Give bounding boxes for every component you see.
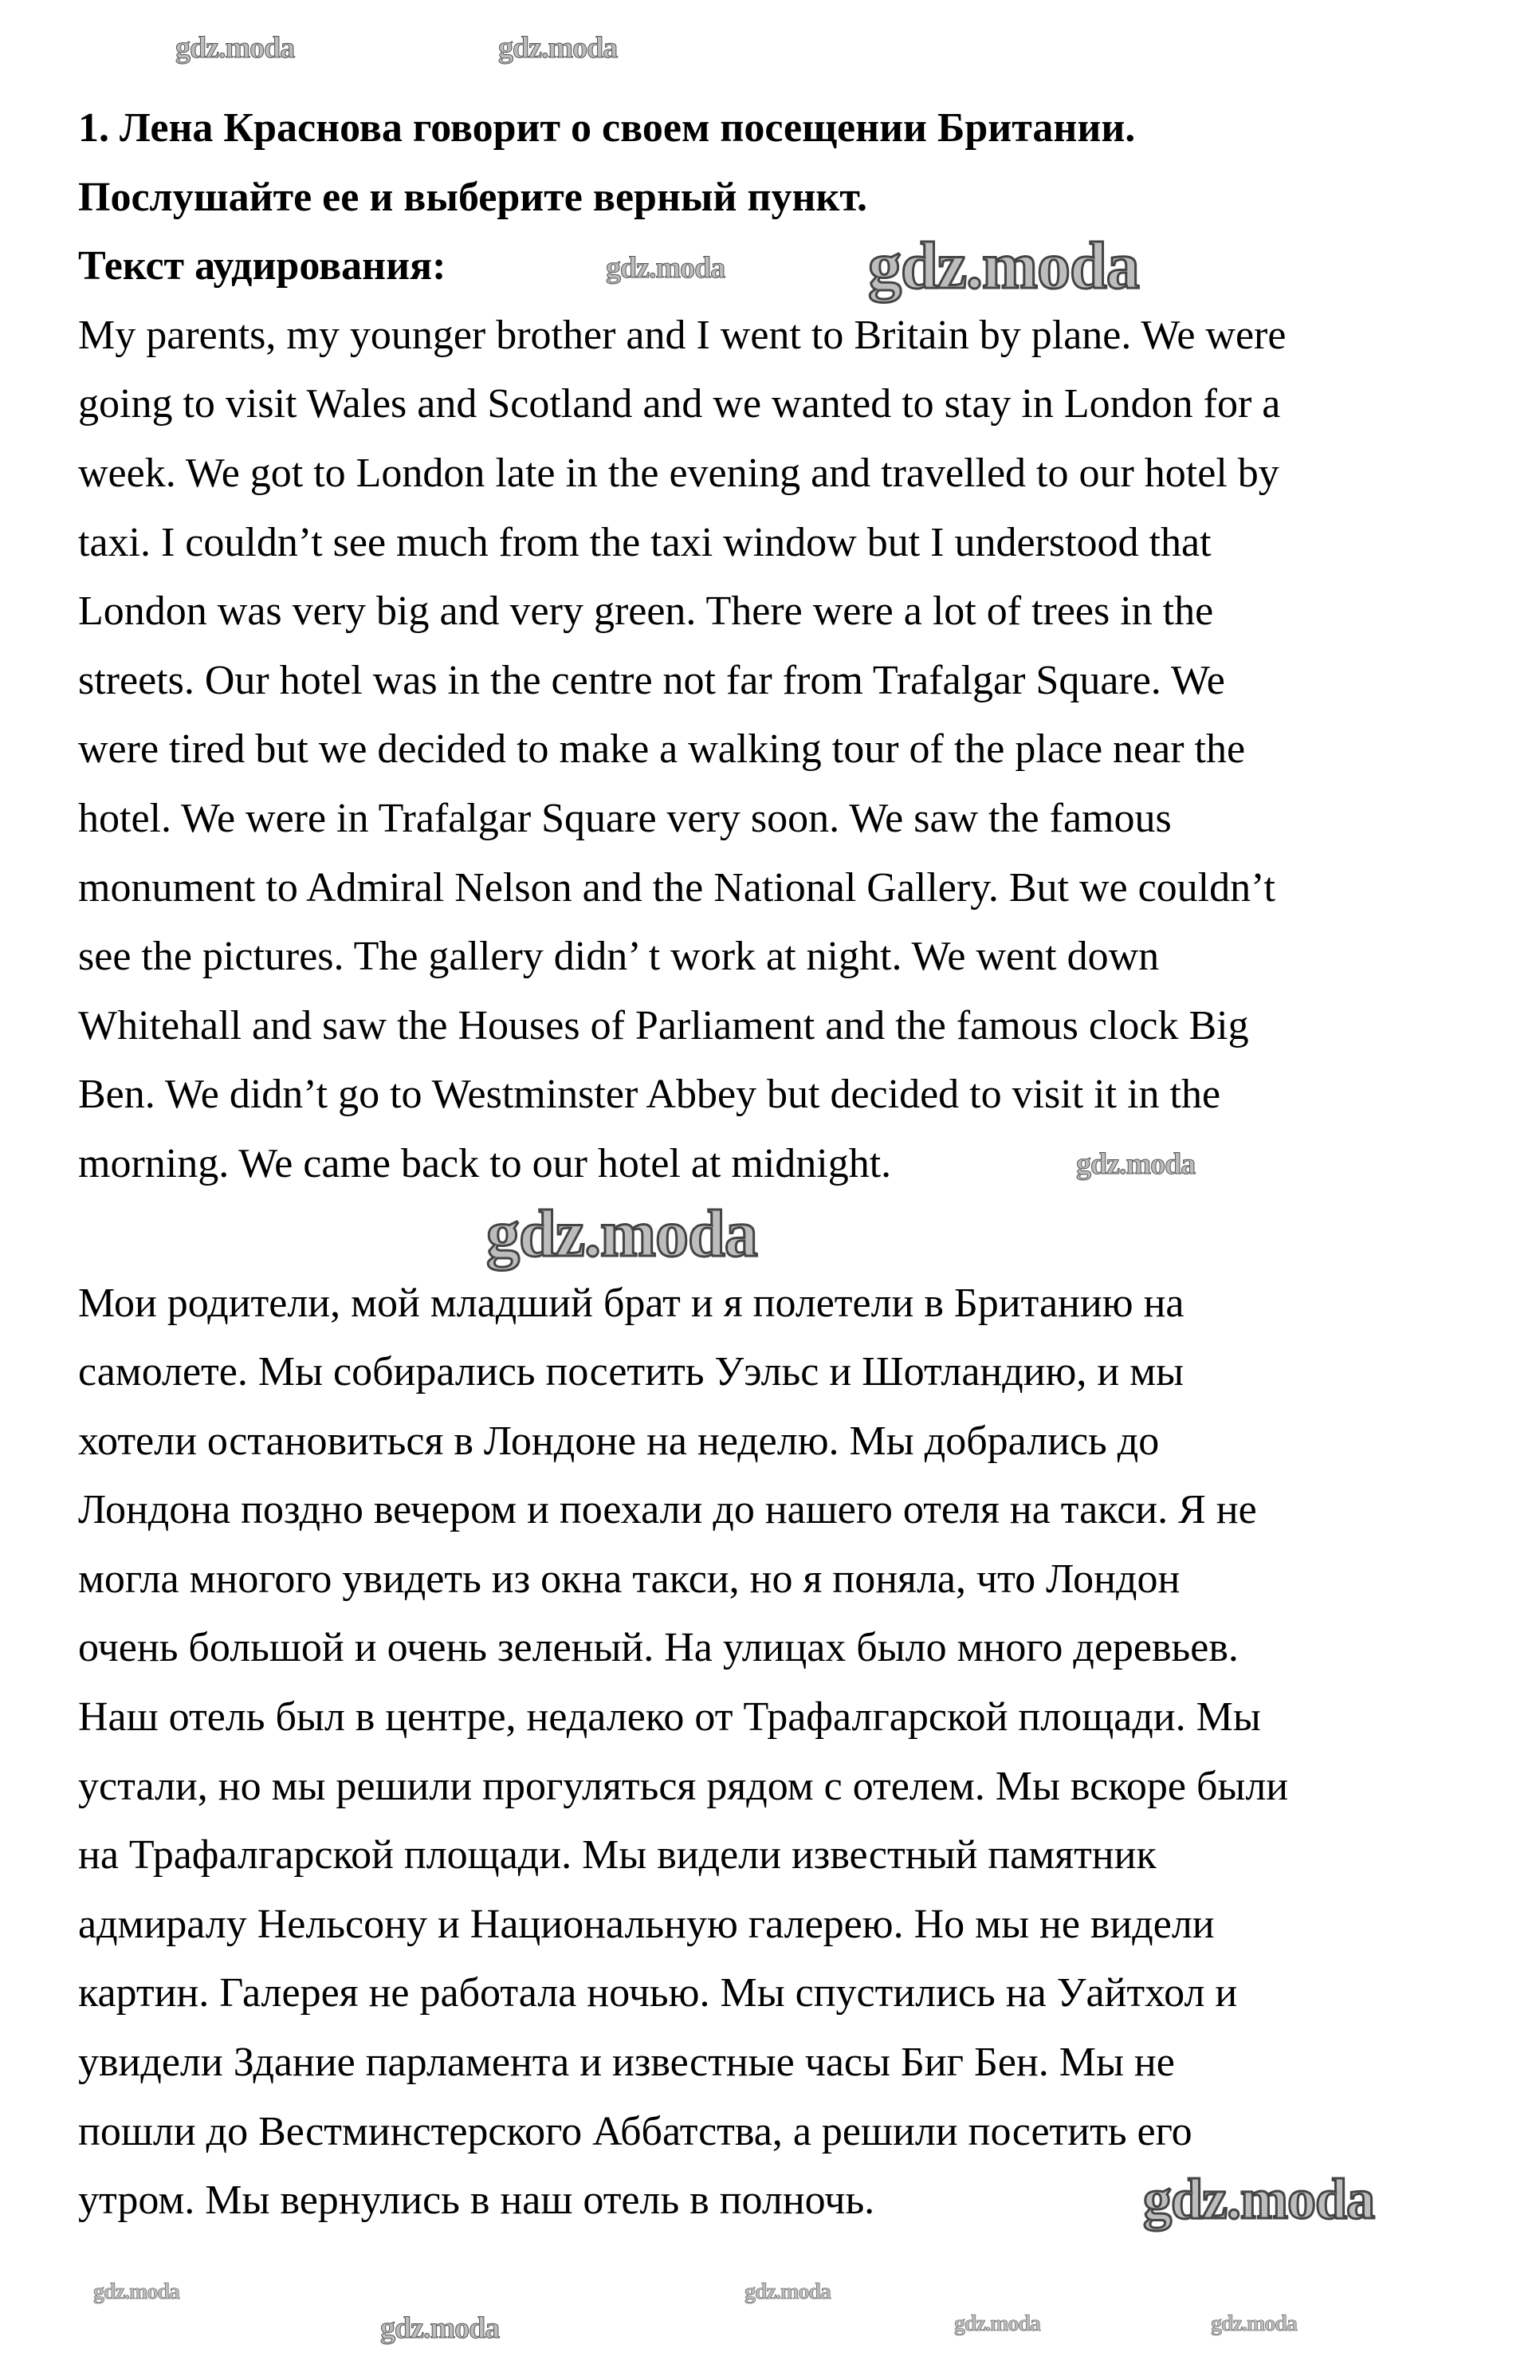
watermark: gdz.moda — [1211, 2311, 1297, 2336]
text-line: hotel. We were in Trafalgar Square very soon. We saw the famous — [78, 795, 1172, 841]
text-line: хотели остановиться в Лондоне на неделю. Мы добрались до — [78, 1418, 1160, 1464]
text-line: утром. Мы вернулись в наш отель в полночь. — [78, 2177, 875, 2224]
text-line: Лондона поздно вечером и поехали до нашего отеля на такси. Я не — [78, 1487, 1257, 1533]
watermark: gdz.moda — [954, 2311, 1040, 2336]
text-line: Whitehall and saw the Houses of Parliament and the famous clock Big — [78, 1002, 1249, 1048]
text-line: streets. Our hotel was in the centre not far from Trafalgar Square. We — [78, 657, 1225, 703]
text-line: Ben. We didn’t go to Westminster Abbey but decided to visit it in the — [78, 1072, 1221, 1118]
watermark: gdz.moda — [868, 229, 1139, 303]
text-line: самолете. Мы собирались посетить Уэльс и Шотландию, и мы — [78, 1349, 1184, 1395]
text-line: картин. Галерея не работала ночью. Мы спустились на Уайтхол и — [78, 1970, 1238, 2016]
watermark: gdz.moda — [380, 2311, 500, 2345]
watermark: gdz.moda — [744, 2280, 831, 2304]
heading-line: Текст аудирования: — [78, 243, 446, 289]
text-line: taxi. I couldn’t see much from the taxi window but I understood that — [78, 519, 1212, 565]
text-line: see the pictures. The gallery didn’ t work at night. We went down — [78, 934, 1160, 980]
watermark: gdz.moda — [486, 1197, 757, 1271]
russian-translation — [78, 1269, 1288, 2236]
watermark: gdz.moda — [498, 31, 618, 65]
heading-line: Послушайте ее и выберите верный пункт. — [78, 174, 868, 220]
text-line: My parents, my younger brother and I went to Britain by plane. We were — [78, 312, 1287, 358]
text-line: Мои родители, мой младший брат и я полетели в Британию на — [78, 1280, 1184, 1326]
text-line: morning. We came back to our hotel at midnight. — [78, 1140, 892, 1186]
text-line: were tired but we decided to make a walking tour of the place near the — [78, 726, 1246, 773]
text-line: week. We got to London late in the evening and travelled to our hotel by — [78, 450, 1279, 496]
text-line: Наш отель был в центре, недалеко от Трафалгарской площади. Мы — [78, 1694, 1261, 1741]
watermark: gdz.moda — [175, 31, 295, 65]
text-line: увидели Здание парламента и известные часы Биг Бен. Мы не — [78, 2040, 1175, 2086]
text-line: очень большой и очень зеленый. На улицах было много деревьев. — [78, 1625, 1239, 1671]
text-line: на Трафалгарской площади. Мы видели известный памятник — [78, 1832, 1157, 1878]
english-text — [78, 301, 1288, 1199]
text-line: могла многого увидеть из окна такси, но я поняла, что Лондон — [78, 1556, 1181, 1602]
text-line: going to visit Wales and Scotland and we wanted to stay in London for a — [78, 381, 1281, 427]
text-line: London was very big and very green. There were a lot of trees in the — [78, 588, 1214, 635]
watermark: gdz.moda — [1076, 1147, 1196, 1181]
text-line: monument to Admiral Nelson and the National Gallery. But we couldn’t — [78, 864, 1275, 911]
watermark: gdz.moda — [93, 2280, 179, 2304]
text-line: пошли до Вестминстерского Аббатства, а решили посетить его — [78, 2108, 1192, 2154]
heading-line: 1. Лена Краснова говорит о своем посещении Британии. — [78, 105, 1136, 151]
text-line: адмиралу Нельсону и Национальную галерею. Но мы не видели — [78, 1901, 1215, 1947]
watermark: gdz.moda — [1143, 2167, 1375, 2231]
watermark: gdz.moda — [606, 251, 725, 285]
text-line: устали, но мы решили прогуляться рядом с отелем. Мы вскоре были — [78, 1763, 1289, 1809]
